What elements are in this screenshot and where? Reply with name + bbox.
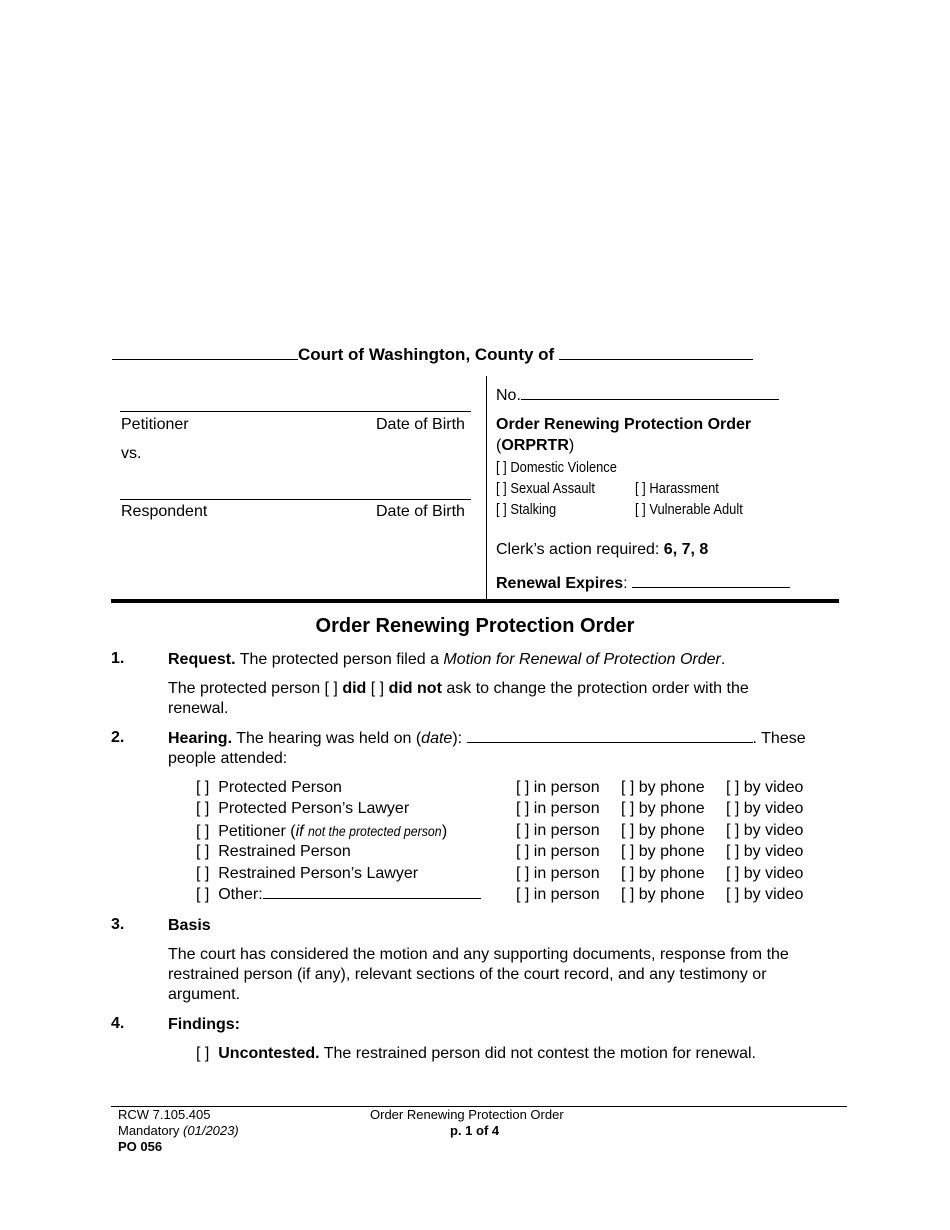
attendee-row: [196, 842, 351, 862]
attendance-by-video[interactable]: [ ] by video: [726, 865, 804, 882]
attendee-checkbox[interactable]: [ ]: [196, 800, 210, 817]
attendee-checkbox[interactable]: [ ]: [196, 823, 210, 840]
type-domestic-violence-label: [ ] Domestic Violence: [496, 459, 617, 476]
attendance-in-person[interactable]: [ ] in person: [516, 800, 600, 817]
uncontested-finding: [196, 1044, 756, 1064]
type-sexual-assault-label: [ ] Sexual Assault: [496, 480, 595, 497]
section-1-heading: Request.: [168, 651, 236, 668]
section-2-line2: people attended:: [168, 750, 288, 767]
attendee-row: [196, 821, 447, 842]
type-harassment[interactable]: [635, 480, 719, 497]
petitioner-label: Petitioner: [121, 416, 189, 433]
attendee-label: Restrained Person’s Lawyer: [218, 865, 419, 882]
clerk-action-label: Clerk’s action required:: [496, 541, 660, 558]
type-vulnerable-adult[interactable]: [635, 501, 743, 518]
type-vulnerable-adult-label: [ ] Vulnerable Adult: [635, 501, 743, 518]
attendee-row: [196, 885, 481, 905]
attendee-label: Protected Person: [218, 779, 342, 796]
uncontested-checkbox[interactable]: [ ]: [196, 1045, 210, 1062]
did-not-label: did not: [388, 680, 442, 697]
respondent-dob-label: Date of Birth: [376, 503, 465, 520]
type-stalking-label: [ ] Stalking: [496, 501, 557, 518]
change-did-not-checkbox[interactable]: [ ]: [370, 680, 385, 697]
attendance-by-video[interactable]: [ ] by video: [726, 822, 804, 839]
attendance-by-phone[interactable]: [ ] by phone: [621, 800, 705, 817]
section-1-change-line2: renewal.: [168, 700, 229, 717]
change-text: ask to change the protection order with the: [446, 680, 749, 697]
section-1-change-request: [168, 679, 749, 699]
uncontested-text: The restrained person did not contest the motion for renewal.: [323, 1045, 756, 1062]
hearing-date-blank[interactable]: [467, 742, 753, 743]
attendee-label: Restrained Person: [218, 843, 351, 860]
case-number-line: [496, 386, 779, 406]
section-1-text: The protected person filed a: [239, 651, 439, 668]
attendance-by-video[interactable]: [ ] by video: [726, 800, 804, 817]
attendee-checkbox[interactable]: [ ]: [196, 843, 210, 860]
attendance-by-video[interactable]: [ ] by video: [726, 843, 804, 860]
case-number-blank[interactable]: [521, 399, 779, 400]
section-2-number: 2.: [111, 729, 125, 746]
caption-bottom-rule: [111, 599, 839, 603]
clerk-action-value: 6, 7, 8: [663, 541, 709, 558]
type-domestic-violence[interactable]: [496, 459, 617, 476]
basis-line-1: The court has considered the motion and any supporting documents, response from the: [168, 946, 789, 963]
attendee-row: [196, 778, 342, 798]
attendance-by-phone[interactable]: [ ] by phone: [621, 843, 705, 860]
attendance-in-person[interactable]: [ ] in person: [516, 779, 600, 796]
renewal-expires-colon: :: [623, 575, 628, 592]
section-4-heading: Findings:: [168, 1016, 240, 1033]
attendee-row: [196, 799, 409, 819]
form-code-close: ): [568, 437, 575, 454]
section-3-heading: Basis: [168, 917, 211, 934]
attendee-label: Protected Person’s Lawyer: [218, 800, 410, 817]
section-2-heading: Hearing.: [168, 730, 233, 747]
section-4-number: 4.: [111, 1015, 125, 1032]
county-blank[interactable]: [559, 359, 753, 360]
petitioner-dob-label: Date of Birth: [376, 416, 465, 433]
attendance-by-phone[interactable]: [ ] by phone: [621, 865, 705, 882]
hearing-text: The hearing was held on (: [236, 730, 422, 747]
caption-divider: [486, 376, 487, 600]
court-title-line: [112, 345, 753, 365]
renewal-expires: [496, 574, 790, 594]
footer-form-no: PO 056: [118, 1139, 163, 1154]
attendee-row: [196, 864, 418, 884]
attendee-qualifier-if: if: [295, 823, 304, 840]
basis-line-3: argument.: [168, 986, 241, 1003]
attendee-qualifier-close: ): [441, 823, 448, 840]
section-1-number: 1.: [111, 650, 125, 667]
court-name-blank[interactable]: [112, 359, 298, 360]
date-label: date: [421, 730, 453, 747]
respondent-blank[interactable]: [120, 499, 471, 500]
court-title: Court of Washington, County of: [298, 345, 555, 364]
type-stalking[interactable]: [496, 501, 556, 518]
attendance-by-video[interactable]: [ ] by video: [726, 886, 804, 903]
attendance-by-phone[interactable]: [ ] by phone: [621, 779, 705, 796]
attendee-checkbox[interactable]: [ ]: [196, 779, 210, 796]
footer-page: p. 1 of 4: [450, 1123, 500, 1138]
petitioner-blank[interactable]: [120, 411, 471, 412]
uncontested-label: Uncontested.: [218, 1045, 320, 1062]
footer-mandatory: [118, 1123, 239, 1138]
section-1-period: .: [720, 651, 726, 668]
attendee-qualifier: not the protected person: [308, 823, 442, 839]
motion-title: Motion for Renewal of Protection Order: [443, 651, 721, 668]
section-3-number: 3.: [111, 916, 125, 933]
attendance-in-person[interactable]: [ ] in person: [516, 843, 600, 860]
attendance-by-video[interactable]: [ ] by video: [726, 779, 804, 796]
renewal-expires-blank[interactable]: [632, 587, 790, 588]
attendance-in-person[interactable]: [ ] in person: [516, 886, 600, 903]
section-1-request: [168, 650, 725, 670]
form-code-open: (: [496, 437, 502, 454]
attendance-by-phone[interactable]: [ ] by phone: [621, 886, 705, 903]
footer-rcw: RCW 7.105.405: [118, 1107, 211, 1122]
clerk-action: [496, 540, 708, 560]
basis-line-2: restrained person (if any), relevant sections of the court record, and any testimony or: [168, 966, 767, 983]
attendance-by-phone[interactable]: [ ] by phone: [621, 822, 705, 839]
form-code: ORPRTR: [501, 437, 569, 454]
vs-label: vs.: [121, 445, 142, 462]
attendance-in-person[interactable]: [ ] in person: [516, 865, 600, 882]
type-sexual-assault[interactable]: [496, 480, 595, 497]
form-name: Order Renewing Protection Order: [496, 416, 752, 433]
form-code-line: [496, 436, 574, 456]
attendee-label: Petitioner (: [218, 823, 296, 840]
attendee-label: Other:: [218, 886, 263, 903]
attendee-checkbox[interactable]: [ ]: [196, 865, 210, 882]
type-harassment-label: [ ] Harassment: [635, 480, 719, 497]
footer-title: Order Renewing Protection Order: [370, 1107, 564, 1122]
change-did-checkbox[interactable]: The protected person [ ]: [168, 680, 338, 697]
hearing-text-c: . These: [752, 730, 806, 747]
respondent-label: Respondent: [121, 503, 208, 520]
attendee-checkbox[interactable]: [ ]: [196, 886, 210, 903]
footer-mandatory-label: Mandatory: [118, 1123, 180, 1138]
section-2-hearing: [168, 729, 806, 749]
page-title: Order Renewing Protection Order: [315, 615, 635, 637]
attendance-in-person[interactable]: [ ] in person: [516, 822, 600, 839]
case-no-label: No.: [496, 387, 521, 404]
hearing-text-b: ):: [452, 730, 463, 747]
other-attendee-blank[interactable]: [263, 898, 481, 899]
footer-date: (01/2023): [183, 1123, 239, 1138]
did-label: did: [342, 680, 367, 697]
renewal-expires-label: Renewal Expires: [496, 575, 624, 592]
